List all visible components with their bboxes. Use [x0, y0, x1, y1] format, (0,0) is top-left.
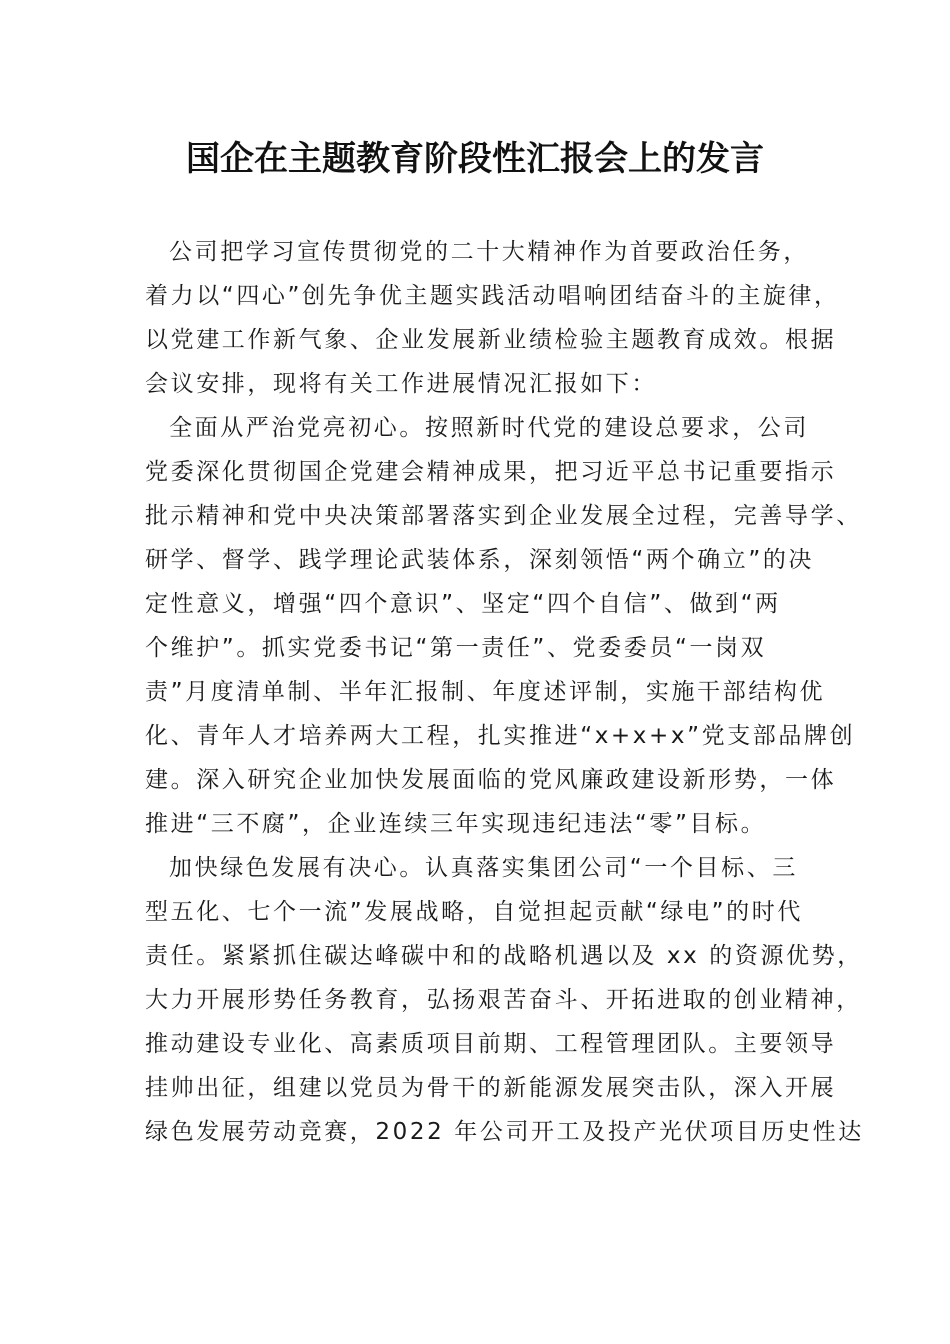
- text-line: 个维护”。抓实党委书记“第一责任”、党委委员“一岗双: [145, 635, 767, 661]
- text-line: 公司把学习宣传贯彻党的二十大精神作为首要政治任务，: [169, 239, 809, 265]
- text-line: 加快绿色发展有决心。认真落实集团公司“一个目标、三: [169, 855, 798, 881]
- text-line: 会议安排，现将有关工作进展情况汇报如下：: [145, 371, 657, 397]
- document-body: [145, 230, 864, 1154]
- text-line: 着力以“四心”创先争优主题实践活动唱响团结奋斗的主旋律，: [145, 283, 840, 309]
- text-line: 化、青年人才培养两大工程，扎实推进“x+x+x”党支部品牌创: [145, 723, 856, 749]
- text-line: 责”月度清单制、半年汇报制、年度述评制，实施干部结构优: [145, 679, 826, 705]
- document-title: 国企在主题教育阶段性汇报会上的发言: [186, 139, 764, 179]
- text-line: 全面从严治党亮初心。按照新时代党的建设总要求，公司: [169, 415, 809, 441]
- text-line: 大力开展形势任务教育，弘扬艰苦奋斗、开拓进取的创业精神，: [145, 987, 862, 1013]
- text-line: 研学、督学、践学理论武装体系，深刻领悟“两个确立”的决: [145, 547, 815, 573]
- text-line: 推动建设专业化、高素质项目前期、工程管理团队。主要领导: [145, 1031, 837, 1057]
- text-line: 挂帅出征，组建以党员为骨干的新能源发展突击队，深入开展: [145, 1075, 837, 1101]
- text-line: 绿色发展劳动竞赛，2022 年公司开工及投产光伏项目历史性达: [145, 1119, 864, 1145]
- text-line: 批示精神和党中央决策部署落实到企业发展全过程，完善导学、: [145, 503, 862, 529]
- text-line: 型五化、七个一流”发展战略，自觉担起贡献“绿电”的时代: [145, 899, 803, 925]
- text-line: 推进“三不腐”，企业连续三年实现违纪违法“零”目标。: [145, 811, 767, 837]
- text-line: 党委深化贯彻国企党建会精神成果，把习近平总书记重要指示: [145, 459, 837, 485]
- text-line: 建。深入研究企业加快发展面临的党风廉政建设新形势，一体: [145, 767, 837, 793]
- text-line: 定性意义，增强“四个意识”、坚定“四个自信”、做到“两: [145, 591, 781, 617]
- text-line: 以党建工作新气象、企业发展新业绩检验主题教育成效。根据: [145, 327, 837, 353]
- text-line: 责任。紧紧抓住碳达峰碳中和的战略机遇以及 xx 的资源优势，: [145, 943, 863, 969]
